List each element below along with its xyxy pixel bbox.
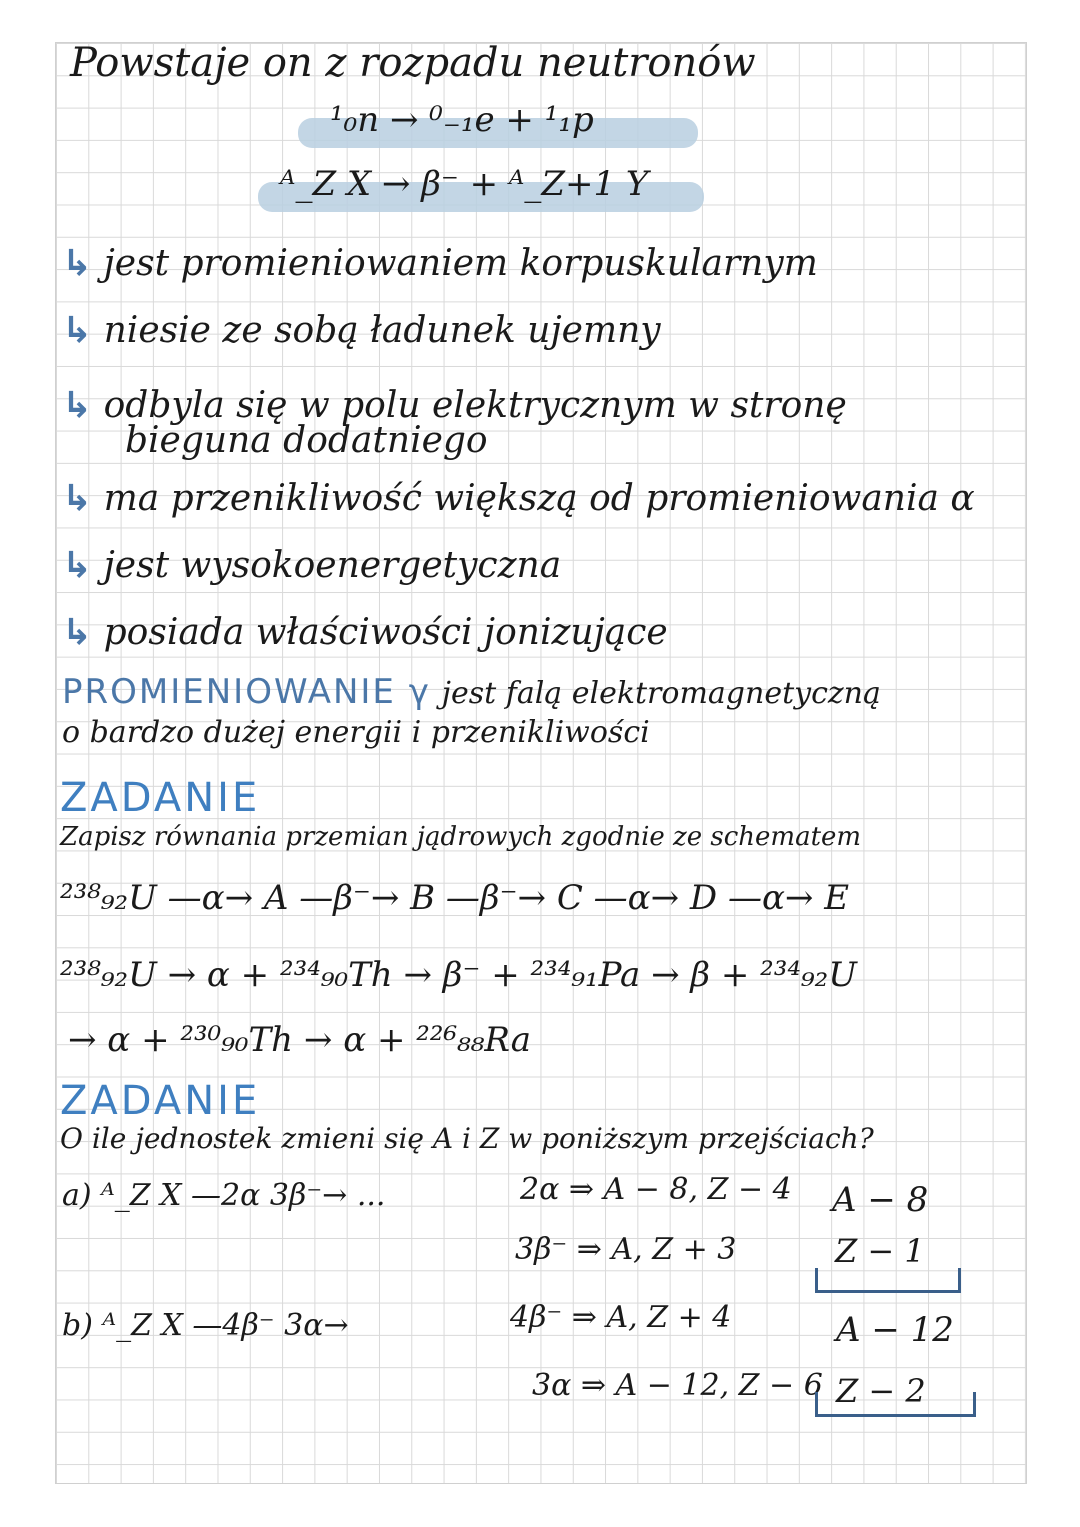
task1-solution-2: → α + ²³⁰₉₀Th → α + ²²⁶₈₈Ra <box>68 1020 532 1060</box>
task2b-result-z: Z − 2 <box>836 1372 926 1410</box>
bullet-arrow-icon: ↳ <box>62 385 93 426</box>
property-1: jest promieniowaniem korpuskularnym <box>103 243 818 284</box>
task2b-answer-bracket <box>815 1392 976 1417</box>
task2a-answer-bracket <box>815 1268 961 1293</box>
gamma-text-1: jest falą elektromagnetyczną <box>441 676 881 711</box>
task1-scheme: ²³⁸₉₂U —α→ A —β⁻→ B —β⁻→ C —α→ D —α→ E <box>60 878 850 918</box>
property-6: posiada właściwości jonizujące <box>103 612 668 653</box>
task2a-label: a) ᴬ_Z X —2α 3β⁻→ ... <box>62 1178 386 1213</box>
property-5: jest wysokoenergetyczna <box>103 545 562 586</box>
gamma-text-2: o bardzo dużej energii i przenikliwości <box>62 715 650 750</box>
task2b-step-1: 4β⁻ ⇒ A, Z + 4 <box>510 1300 732 1335</box>
task1-instruction: Zapisz równania przemian jądrowych zgodnie ze schematem <box>60 822 862 852</box>
bullet-arrow-icon: ↳ <box>62 310 93 351</box>
task2b-step-2: 3α ⇒ A − 12, Z − 6 <box>532 1368 823 1403</box>
property-3: odbyla się w polu elektrycznym w stronę <box>103 385 847 426</box>
task2a-step-1: 2α ⇒ A − 8, Z − 4 <box>520 1172 792 1207</box>
task1-solution-1: ²³⁸₉₂U → α + ²³⁴₉₀Th → β⁻ + ²³⁴₉₁Pa → β + ²³⁴₉₂U <box>60 955 857 995</box>
task2b-result-a: A − 12 <box>836 1310 954 1350</box>
bullet-arrow-icon: ↳ <box>62 612 93 653</box>
task1-heading: ZADANIE <box>60 775 261 821</box>
task2-question: O ile jednostek zmieni się A i Z w poniższym przejściach? <box>60 1122 874 1155</box>
bullet-arrow-icon: ↳ <box>62 545 93 586</box>
gamma-heading: PROMIENIOWANIE γ <box>62 672 431 712</box>
task2a-step-2: 3β⁻ ⇒ A, Z + 3 <box>515 1232 737 1267</box>
task2-heading: ZADANIE <box>60 1078 261 1124</box>
task2b-label: b) ᴬ_Z X —4β⁻ 3α→ <box>62 1308 349 1343</box>
header-text: Powstaje on z rozpadu neutronów <box>70 40 756 86</box>
property-3-cont: bieguna dodatniego <box>125 420 488 461</box>
property-2: niesie ze sobą ładunek ujemny <box>103 310 661 351</box>
bullet-arrow-icon: ↳ <box>62 243 93 284</box>
equation-neutron-decay: ¹₀n → ⁰₋₁e + ¹₁p <box>330 100 594 140</box>
bullet-arrow-icon: ↳ <box>62 478 93 519</box>
equation-beta-decay: ᴬ_Z X → β⁻ + ᴬ_Z+1 Y <box>280 164 649 204</box>
property-4: ma przenikliwość większą od promieniowania α <box>103 478 975 519</box>
task2a-result-z: Z − 1 <box>835 1232 925 1270</box>
task2a-result-a: A − 8 <box>832 1180 929 1220</box>
